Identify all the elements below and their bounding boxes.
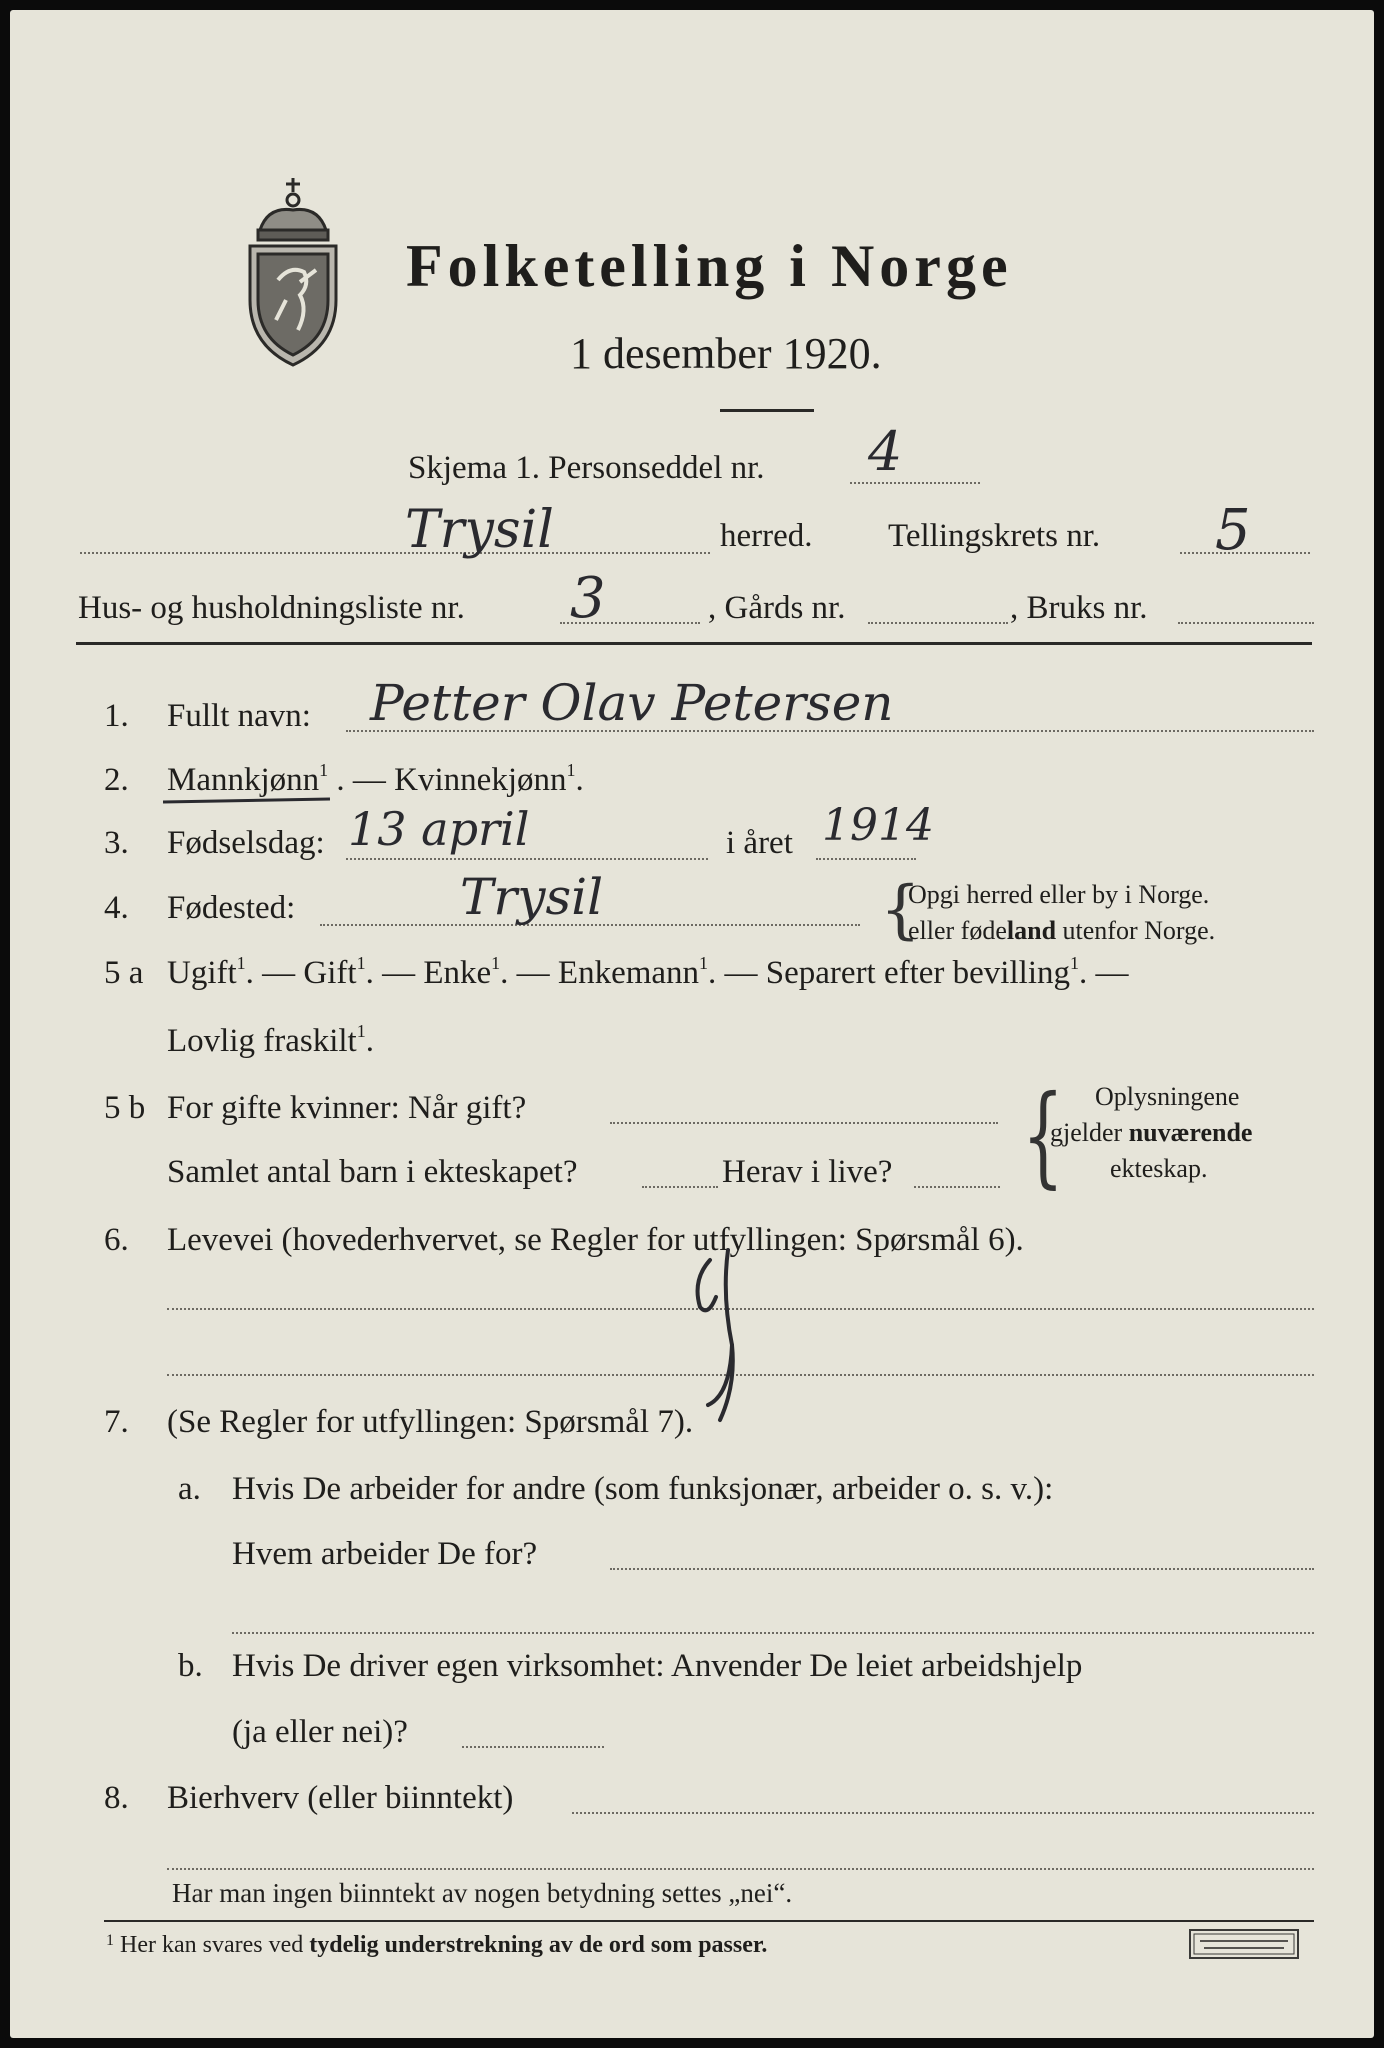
footer-divider [104, 1920, 1314, 1922]
status-separert[interactable]: Separert efter bevilling$^1$. [765, 953, 1088, 991]
bruks-line [1178, 622, 1314, 624]
marriage-note-line2: gjelder nuværende [1050, 1118, 1253, 1147]
birthyear-value[interactable]: 1914 [822, 800, 934, 851]
item-7a-label: Hvis De arbeider for andre (som funksjonær, arbeider o. s. v.): [232, 1471, 1054, 1507]
item-4-number: 4. [104, 890, 129, 926]
item-7b-label: Hvis De driver egen virksomhet: Anvender De leiet arbeidshjelp [232, 1648, 1083, 1684]
side-income-label: Bierhverv (eller biinntekt) [167, 1780, 514, 1816]
item-7b-letter: b. [178, 1648, 203, 1684]
item-8-number: 8. [104, 1780, 129, 1816]
side-income-line [572, 1812, 1314, 1814]
occupation-handwritten-mark [670, 1235, 780, 1425]
husliste-number[interactable]: 3 [570, 566, 606, 631]
census-form-sheet [10, 10, 1374, 2038]
married-date-line [610, 1122, 998, 1124]
gender-female-option[interactable]: Kvinnekjønn$^1$. [394, 760, 584, 798]
birthdate-line [346, 858, 708, 860]
birthyear-label: i året [726, 825, 793, 861]
header-divider [76, 642, 1312, 645]
birthdate-value[interactable]: 13 april [348, 802, 530, 856]
hired-help-line [462, 1746, 604, 1748]
status-enke[interactable]: Enke$^1$. [423, 953, 509, 991]
tellingskrets-label: Tellingskrets nr. [888, 518, 1101, 554]
male-underline-mark [163, 798, 330, 804]
birthplace-note-brace: { [880, 873, 921, 947]
side-income-note: Har man ingen biinntekt av nogen betydning settes „nei“. [172, 1878, 793, 1908]
employer-label: Hvem arbeider De for? [232, 1536, 538, 1572]
employer-line-2 [232, 1632, 1314, 1634]
herred-line [80, 552, 710, 554]
children-count-line [642, 1186, 718, 1188]
status-ugift[interactable]: Ugift$^1$. [167, 953, 254, 991]
status-fraskilt[interactable]: Lovlig fraskilt$^1$. [167, 1021, 374, 1059]
employer-line [610, 1568, 1314, 1570]
footnote: $^1$ Her kan svares ved tydelig understrekning av de ord som passer. [106, 1932, 768, 1958]
gender-separator: . — [336, 762, 395, 798]
husliste-label: Hus- og husholdningsliste nr. [78, 590, 465, 626]
form-title: Folketelling i Norge [406, 233, 1013, 299]
children-count-label: Samlet antal barn i ekteskapet? [167, 1154, 578, 1190]
gender-options [167, 762, 584, 799]
side-income-line-2 [167, 1868, 1314, 1870]
bruks-label: , Bruks nr. [1010, 590, 1148, 626]
marital-status-options: Ugift$^1$. — Gift$^1$. — Enke$^1$. — Enkemann$^1$. — Separert efter bevilling$^1$. — [167, 953, 1129, 991]
birthyear-line [816, 858, 916, 860]
gards-line [868, 622, 1008, 624]
printer-stamp-icon [1188, 1928, 1300, 1960]
full-name-value[interactable]: Petter Olav Petersen [370, 674, 894, 732]
item-2-number: 2. [104, 762, 129, 798]
marriage-note-brace: { [1022, 1071, 1064, 1199]
hired-help-label: (ja eller nei)? [232, 1714, 408, 1750]
schema-label: Skjema 1. Personseddel nr. [408, 450, 765, 486]
form-date: 1 desember 1920. [570, 329, 882, 378]
personseddel-number[interactable]: 4 [868, 420, 903, 483]
item-6-number: 6. [104, 1222, 129, 1258]
item-7-number: 7. [104, 1404, 129, 1440]
tellingskrets-number[interactable]: 5 [1215, 498, 1251, 563]
birthplace-note-line1: Opgi herred eller by i Norge. [908, 880, 1210, 909]
full-name-label: Fullt navn: [167, 698, 311, 734]
item-7-label: (Se Regler for utfyllingen: Spørsmål 7). [167, 1404, 694, 1440]
marriage-note-line3: ekteskap. [1110, 1154, 1208, 1183]
gender-male-option[interactable]: Mannkjønn$^1$ [167, 762, 336, 798]
birthplace-label: Fødested: [167, 890, 296, 926]
norwegian-coat-of-arms-icon [238, 170, 348, 370]
item-5b-number: 5 b [104, 1090, 146, 1126]
title-divider [720, 409, 814, 412]
marriage-note-line1: Oplysningene [1095, 1082, 1240, 1111]
item-3-number: 3. [104, 825, 129, 861]
birthplace-value[interactable]: Trysil [460, 868, 604, 926]
birthplace-note-line2: eller fødeland utenfor Norge. [908, 916, 1216, 945]
status-gift[interactable]: Gift$^1$. [303, 953, 374, 991]
children-alive-line [914, 1186, 1000, 1188]
gards-label: , Gårds nr. [708, 590, 846, 626]
birthdate-label: Fødselsdag: [167, 825, 325, 861]
item-5a-number: 5 a [104, 955, 144, 991]
married-women-label: For gifte kvinner: Når gift? [167, 1090, 527, 1126]
herred-label: herred. [720, 518, 813, 554]
herred-value[interactable]: Trysil [405, 500, 554, 560]
item-1-number: 1. [104, 698, 129, 734]
item-7a-letter: a. [178, 1471, 201, 1507]
occupation-label: Levevei (hovederhvervet, se Regler for utfyllingen: Spørsmål 6). [167, 1222, 1024, 1258]
children-alive-label: Herav i live? [722, 1154, 893, 1190]
status-enkemann[interactable]: Enkemann$^1$. [557, 953, 717, 991]
